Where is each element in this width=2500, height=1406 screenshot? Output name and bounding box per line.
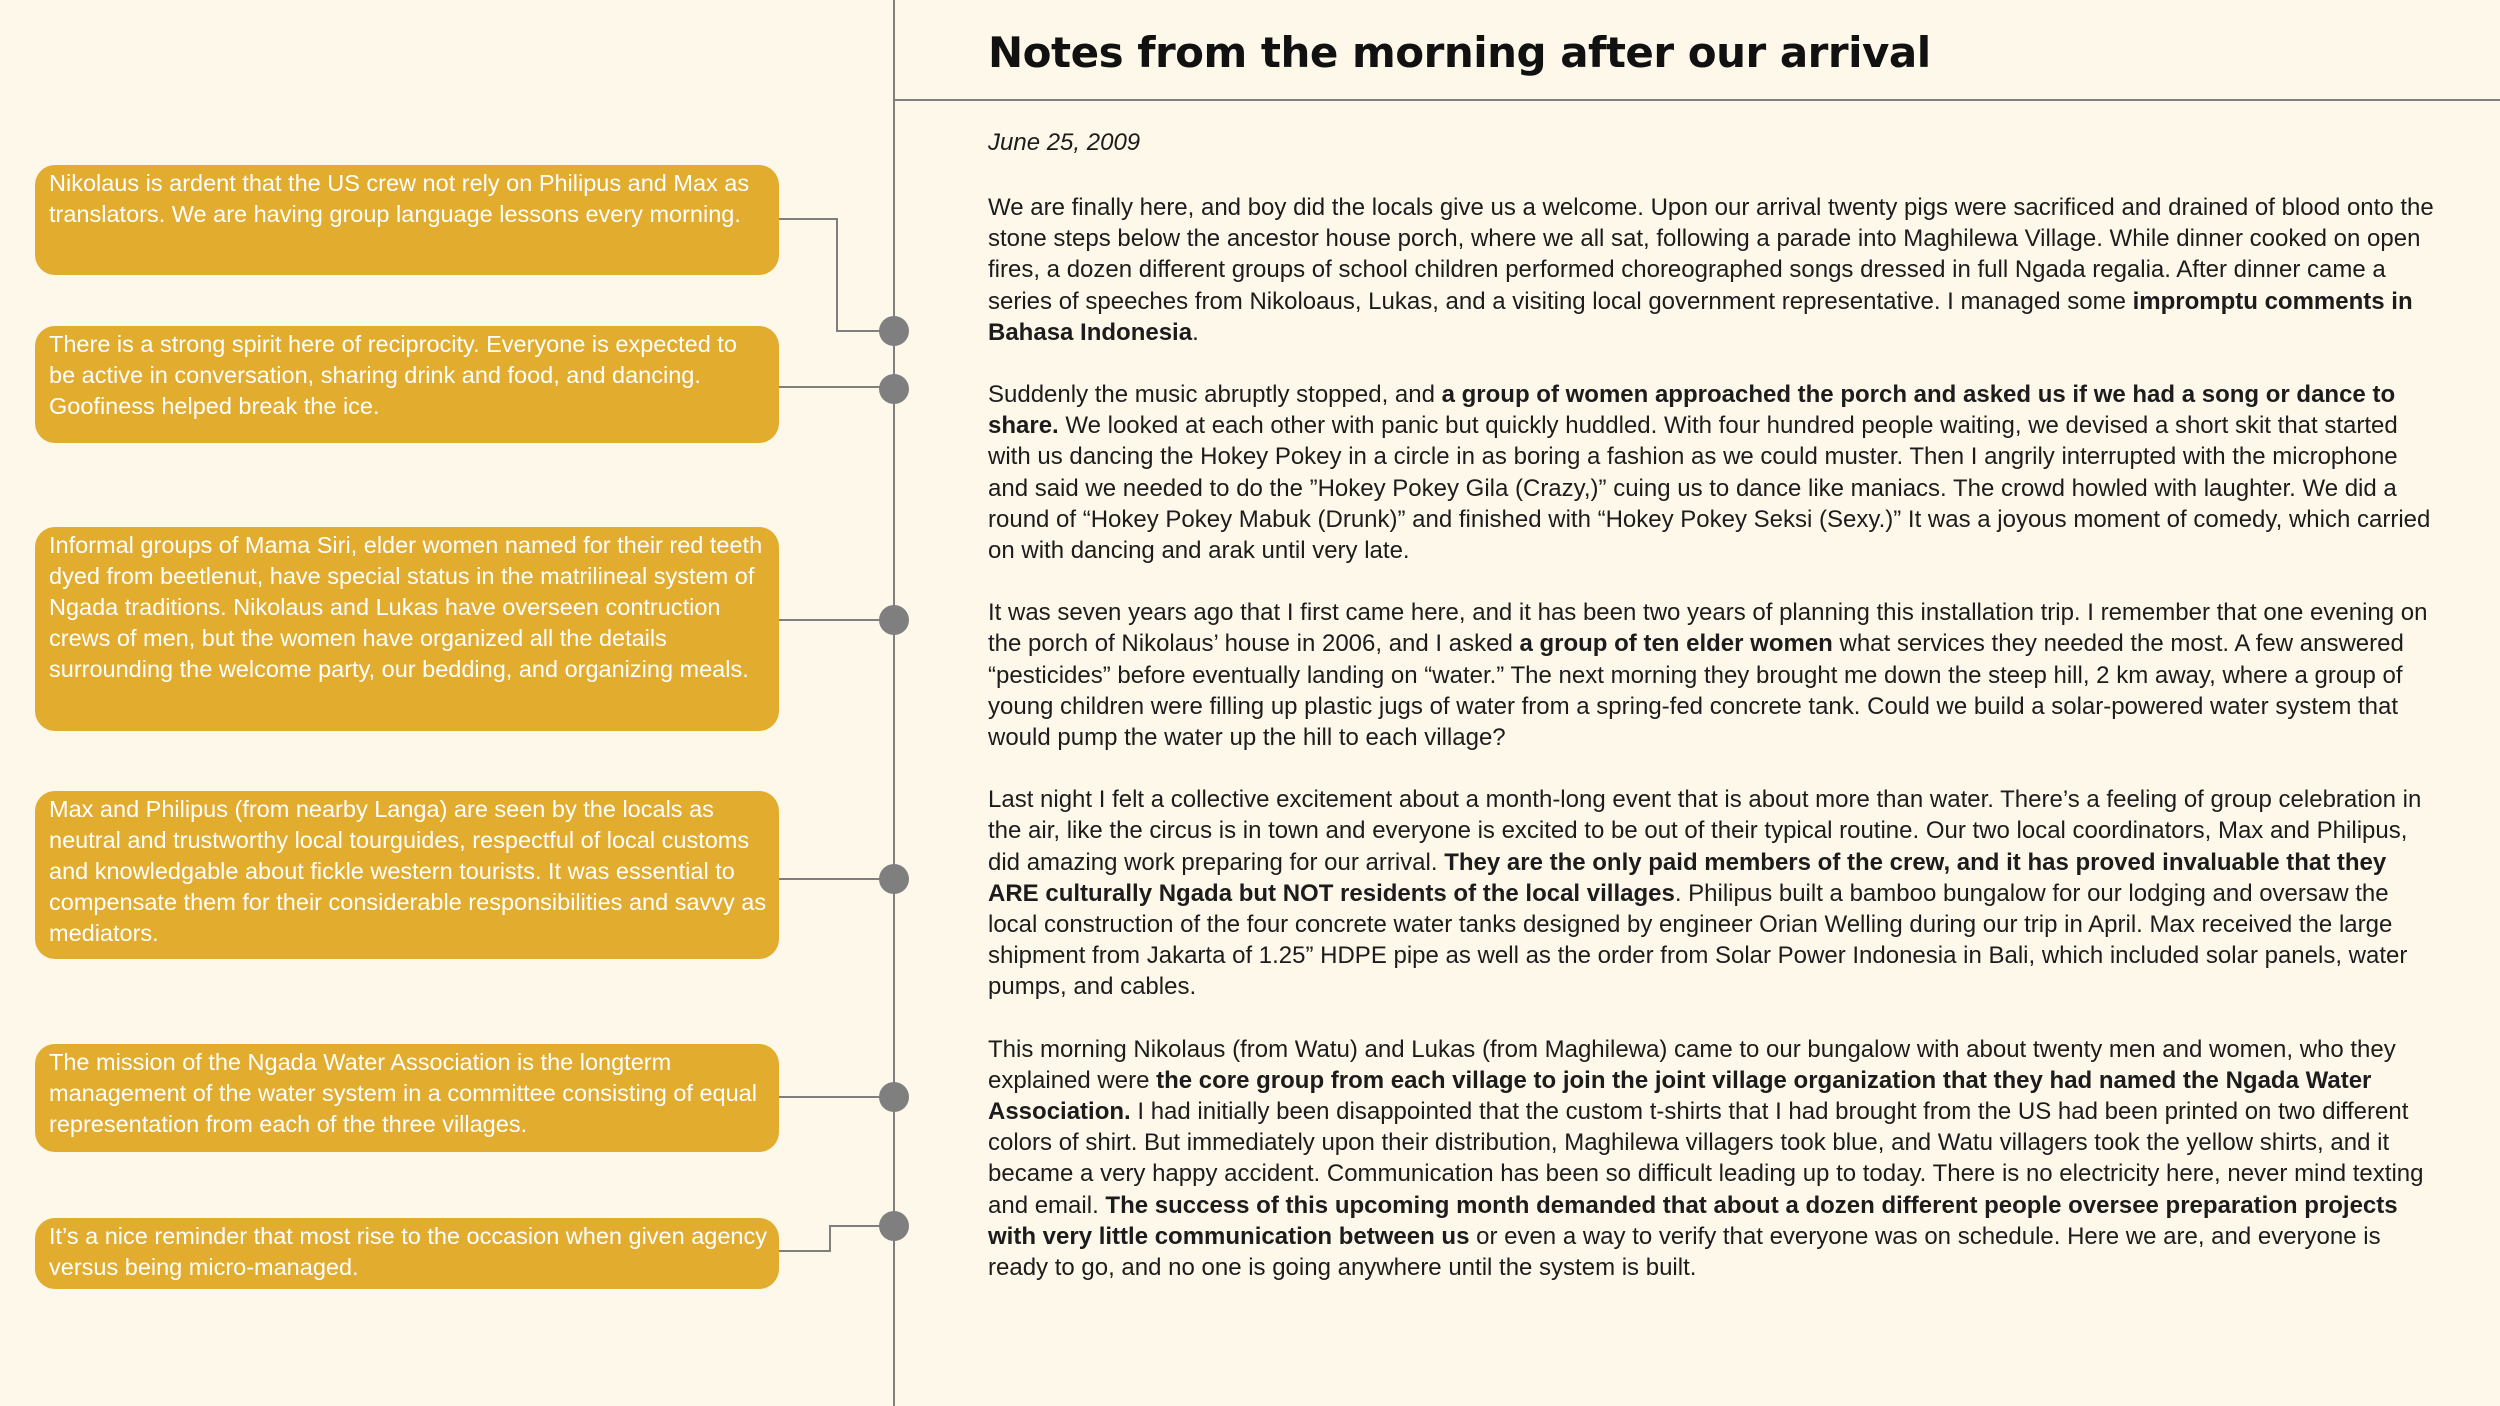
- paragraph: [988, 784, 2438, 1002]
- journal-body: [988, 192, 2438, 1314]
- entry-date: June 25, 2009: [988, 129, 1141, 156]
- body-text: Suddenly the music abruptly stopped, and: [988, 381, 1442, 409]
- body-text: what services they needed the most. A few answered “pesticides” before eventually landing on “water.” The next morning they brought me down the steep hill, 2 km away, where a group of young children were filling up plastic jugs of water from a spring-fed concrete tank. Could we build a solar-powered water system that would pump the water up the hill to each village?: [988, 630, 2404, 752]
- body-text: .: [1192, 318, 1199, 346]
- note-micro-managed: It’s a nice reminder that most rise to the occasion when given agency versus being micro-managed.: [35, 1218, 779, 1289]
- note-water-association: The mission of the Ngada Water Association is the longterm management of the water system in a committee consisting of equal representation from each of the three villages.: [35, 1044, 779, 1152]
- body-text: or even a way to verify that everyone was on schedule. Here we are, and everyone is ready to go, and no one is going anywhere until the system is built.: [988, 1222, 2381, 1282]
- body-text: Last night I felt a collective excitement about a month-long event that is about more than water. There’s a feeling of group celebration in the air, like the circus is in town and everyone is excited to be out of their typical routine. Our two local coordinators, Max and Philipus, did amazing work preparing for our arrival.: [988, 786, 2422, 876]
- note-tourguides: Max and Philipus (from nearby Langa) are seen by the locals as neutral and trustworthy local tourguides, respectful of local customs and knowledgable about fickle western tourists. It was essential to compensate them for their considerable responsibilities and savvy as mediators.: [35, 791, 779, 959]
- body-text: We looked at each other with panic but quickly huddled. With four hundred people waiting, we devised a short skit that started with us dancing the Hokey Pokey in a circle in as boring a fashion as we could muster. Then I angrily interrupted with the microphone and said we needed to do the ”Hokey Pokey Gila (Crazy,)” cuing us to dance like maniacs. The crowd howled with laughter. We did a round of “Hokey Pokey Mabuk (Drunk)” and finished with “Hokey Pokey Seksi (Sexy.)” It was a joyous moment of comedy, which carried on with dancing and arak until very late.: [988, 412, 2431, 565]
- timeline-node: [879, 605, 909, 635]
- timeline-node: [879, 316, 909, 346]
- note-translators: Nikolaus is ardent that the US crew not rely on Philipus and Max as translators. We are having group language lessons every morning.: [35, 165, 779, 275]
- connector-1: [779, 219, 894, 331]
- emphasis-text: They are the only paid members of the crew, and it has proved invaluable that they ARE culturally Ngada but NOT residents of the local villages: [988, 848, 2387, 907]
- body-text: I had initially been disappointed that the custom t-shirts that I had brought from the US had been printed on two different colors of shirt. But immediately upon their distribution, Maghilewa villagers took blue, and Watu villagers took the yellow shirts, and it became a very happy accident. Communication has been so difficult leading up to today. There is no electricity here, never mind texting and email.: [988, 1098, 2424, 1219]
- timeline-node: [879, 864, 909, 894]
- paragraph: [988, 1034, 2438, 1284]
- page-title: Notes from the morning after our arrival: [988, 28, 1931, 77]
- connector-6: [779, 1226, 894, 1251]
- body-text: We are finally here, and boy did the locals give us a welcome. Upon our arrival twenty pigs were sacrificed and drained of blood onto the stone steps below the ancestor house porch, where we all sat, following a parade into Maghilewa Village. While dinner cooked on open fires, a dozen different groups of school children performed choreographed songs dressed in full Ngada regalia. After dinner came a series of speeches from Nikoloaus, Lukas, and a visiting local government representative. I managed some: [988, 194, 2434, 315]
- note-reciprocity: There is a strong spirit here of reciprocity. Everyone is expected to be active in conversation, sharing drink and food, and dancing. Goofiness helped break the ice.: [35, 326, 779, 443]
- body-text: It was seven years ago that I first came here, and it has been two years of planning this installation trip. I remember that one evening on the porch of Nikolaus’ house in 2006, and I asked: [988, 599, 2428, 658]
- note-mama-siri: Informal groups of Mama Siri, elder women named for their red teeth dyed from beetlenut, have special status in the matrilineal system of Ngada traditions. Nikolaus and Lukas have overseen contruction crews of men, but the women have organized all the details surrounding the welcome party, our bedding, and organizing meals.: [35, 527, 779, 731]
- emphasis-text: a group of women approached the porch and asked us if we had a song or dance to share.: [988, 381, 2396, 440]
- body-text: This morning Nikolaus (from Watu) and Lukas (from Maghilewa) came to our bungalow with about twenty men and women, who they explained were: [988, 1035, 2396, 1094]
- emphasis-text: the core group from each village to join the joint village organization that they had named the Ngada Water Association.: [988, 1066, 2372, 1126]
- timeline-node: [879, 1082, 909, 1112]
- emphasis-text: The success of this upcoming month demanded that about a dozen different people oversee preparation projects with very little communication between us: [988, 1191, 2398, 1250]
- body-text: . Philipus built a bamboo bungalow for our lodging and oversaw the local construction of the four concrete water tanks designed by engineer Orian Welling during our trip in April. Max received the large shipment from Jakarta of 1.25” HDPE pipe as well as the order from Solar Power Indonesia in Bali, which included solar panels, water pumps, and cables.: [988, 879, 2408, 1001]
- emphasis-text: a group of ten elder women: [1519, 630, 1833, 658]
- emphasis-text: impromptu comments in Bahasa Indonesia: [988, 287, 2413, 346]
- paragraph: [988, 192, 2438, 348]
- paragraph: [988, 597, 2438, 753]
- timeline-node: [879, 374, 909, 404]
- paragraph: [988, 379, 2438, 566]
- timeline-node: [879, 1211, 909, 1241]
